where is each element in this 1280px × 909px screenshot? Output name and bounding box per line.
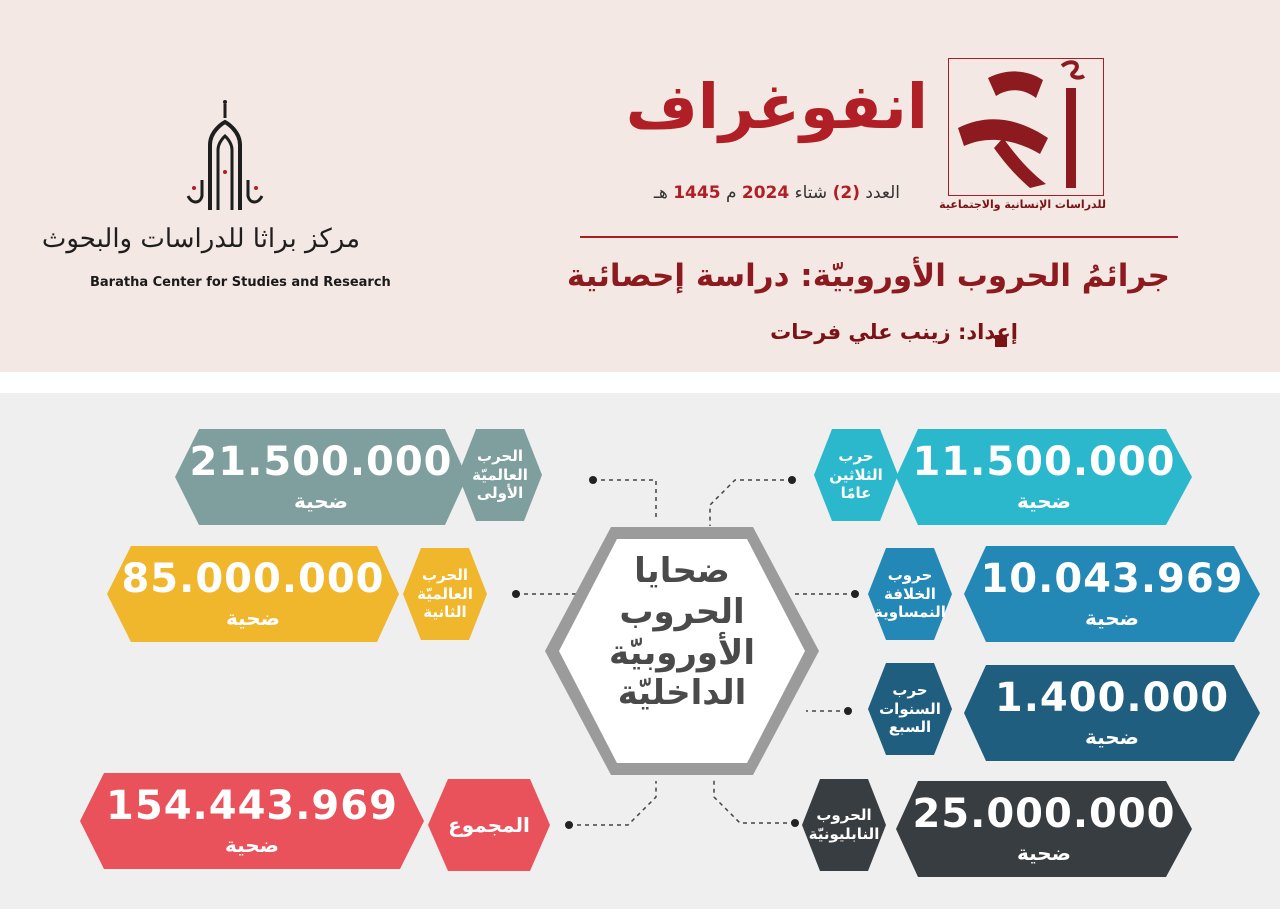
war-unit: ضحية <box>1016 489 1072 513</box>
author-credit: إعداد: زينب علي فرحات <box>770 320 1018 344</box>
war-value: 21.500.000 <box>189 439 453 485</box>
tag-seven-years-war <box>868 663 952 755</box>
war-unit: ضحية <box>225 606 281 630</box>
war-name: حرب السنوات السبع <box>879 680 941 737</box>
article-title: جرائمُ الحروب الأوروبيّة: دراسة إحصائية <box>566 258 1170 294</box>
war-unit: ضحية <box>293 489 349 513</box>
banner-austrian-succession <box>964 546 1260 642</box>
tag-world-war-two <box>403 548 487 640</box>
banner-thirty-years-war <box>896 429 1192 525</box>
war-value: 25.000.000 <box>912 791 1176 837</box>
magazine-logo <box>939 58 1106 218</box>
tag-total <box>428 779 550 871</box>
total-unit: ضحية <box>224 833 280 857</box>
war-unit: ضحية <box>1084 725 1140 749</box>
tag-world-war-one <box>458 429 542 521</box>
banner-world-war-two <box>107 546 399 642</box>
banner-total <box>80 773 424 869</box>
issue-year-ad: 2024 <box>741 183 790 203</box>
war-name: حروب الخلافة النمساوية <box>874 565 946 622</box>
issue-year-ah: 1445 <box>673 183 721 203</box>
war-name: الحرب العالميّة الأولى <box>472 446 528 503</box>
header-divider <box>580 236 1178 238</box>
logo-mark-icon <box>948 58 1104 196</box>
infographic <box>0 393 1280 909</box>
war-unit: ضحية <box>1016 841 1072 865</box>
header <box>0 0 1280 372</box>
total-label: المجموع <box>448 812 530 837</box>
total-value: 154.443.969 <box>106 783 398 829</box>
tag-napoleonic-wars <box>802 779 886 871</box>
issue-number: (2) <box>832 183 860 203</box>
banner-napoleonic-wars <box>896 781 1192 877</box>
issue-label: العدد <box>865 183 900 203</box>
war-unit: ضحية <box>1084 606 1140 630</box>
logo-tagline: للدراسات الإنسانية والاجتماعية <box>939 198 1106 211</box>
baratha-emblem-icon <box>180 100 270 220</box>
tag-austrian-succession <box>868 548 952 640</box>
center-title: ضحايا الحروب الأوروبيّة الداخليّة <box>608 551 756 714</box>
issue-line <box>654 183 900 203</box>
tag-thirty-years-war <box>814 429 898 521</box>
war-name: الحروب النابليونيّة <box>808 806 880 843</box>
war-value: 11.500.000 <box>912 439 1176 485</box>
issue-ah-suffix: هـ <box>653 183 668 203</box>
banner-world-war-one <box>175 429 467 525</box>
magazine-title: انفوغراف <box>625 70 928 143</box>
war-value: 85.000.000 <box>121 556 385 602</box>
war-value: 10.043.969 <box>980 556 1244 602</box>
center-name-ar: مركز براثا للدراسات والبحوث <box>41 224 360 254</box>
center-hexagon <box>541 523 823 779</box>
war-name: الحرب العالميّة الثانية <box>417 565 473 622</box>
issue-season: شتاء <box>794 183 828 203</box>
issue-ad-suffix: م <box>725 183 737 203</box>
baratha-center-logo <box>41 100 391 300</box>
war-name: حرب الثلاثين عامًا <box>829 446 883 503</box>
war-value: 1.400.000 <box>994 675 1230 721</box>
center-name-en: Baratha Center for Studies and Research <box>90 275 391 290</box>
banner-seven-years-war <box>964 665 1260 761</box>
